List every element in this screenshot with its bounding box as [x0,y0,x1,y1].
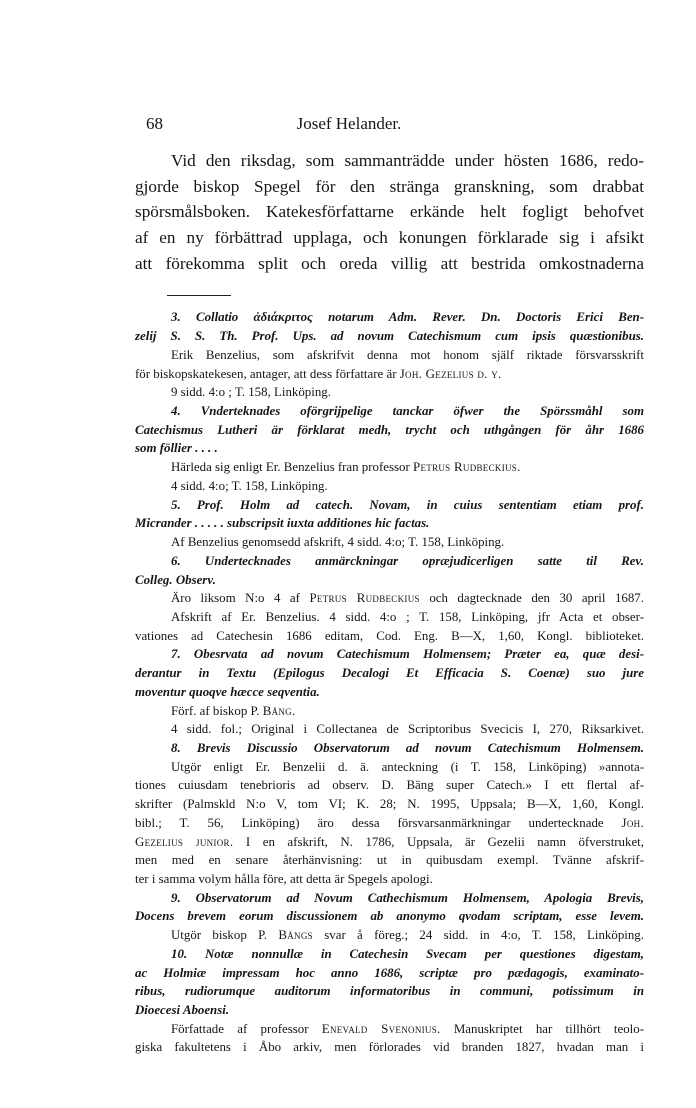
footnote-line [135,795,644,814]
footnote-text: 9. Observatorum ad Novum Cathechismum Holmensem, Apologia Brevis, [171,890,644,905]
footnote-text: Colleg. Observ. [135,572,216,587]
footnote-line [135,926,644,945]
footnote-text: skrifter (Palmskld N:o V, tom VI; K. 28; N. 1995, Uppsala; B—X, 1,60, Kongl. [135,797,644,812]
footnote-line [135,720,644,739]
footnote-text: för biskopskatekesen, antager, att dess författare är [135,366,397,381]
page-header [146,114,552,138]
footnote-line [135,627,644,646]
footnote-text: Afskrift af Er. Benzelius. 4 sidd. 4:o ; T. 158, Linköping, jfr Acta et obser- [171,609,644,624]
footnote-line [135,308,644,327]
footnote-author-name: Bångs [278,928,313,943]
footnote-text: tiones cuiusdam tenebrioris ad observ. D. Bäng super Catech.» I ett flertal af- [135,778,644,793]
footnote-text: 8. Brevis Discussio Observatorum ad novum Catechismum Holmensem. [171,740,644,755]
footnote-separator [167,295,231,296]
footnote-text: Förf. af biskop P. [171,703,260,718]
footnote-author-name: Joh. [621,815,644,830]
footnote-text: derantur in Textu (Epilogus Decalogi Et Efficacia S. Coenæ) suo jure [135,666,644,681]
footnote-text: 6. Undertecknades anmärckningar opræjudicerligen satte til Rev. [171,553,644,568]
footnote-author-name: Petrus Rudbeckius [309,591,420,606]
footnote-text: zelij S. S. Th. Prof. Ups. ad novum Catechismum cum ipsis quæstionibus. [135,329,644,344]
footnote-line [135,571,644,590]
page-number: 68 [146,114,163,133]
footnote-text: 4 sidd. fol.; Original i Collectanea de Scriptoribus Svecicis I, 270, Riksarkivet. [171,722,644,737]
footnote-line [135,1020,644,1039]
footnote-line [135,458,644,477]
footnote-text: 4 sidd. 4:o; T. 158, Linköping. [171,478,328,493]
footnote-text: giska fakultetens i Åbo arkiv, men förlorades vid branden 1827, hvadan man i [135,1040,644,1055]
footnote-text: 3. Collatio ἀδιάκριτος notarum Adm. Rever. Dn. Doctoris Erici Ben- [171,310,644,325]
footnote-text: 5. Prof. Holm ad catech. Novam, in cuius sententiam etiam prof. [171,497,644,512]
footnote-text: moventur quoqve hæcce seqventia. [135,684,320,699]
footnote-text: Docens brevem eorum discussionem ab anonymo qvodam scriptam, esse levem. [135,909,644,924]
footnote-author-name: Gezelius junior. [135,834,234,849]
footnote-line [135,365,644,384]
footnote-line [135,758,644,777]
footnote-line [135,814,644,833]
main-paragraph [135,148,644,276]
footnote-text: Äro liksom N:o 4 af [171,591,300,606]
footnote-text-tail: svar å föreg.; 24 sidd. in 4:o, T. 158, Linköping. [324,928,644,943]
footnote-text: som föllier . . . . [135,441,218,456]
main-text-line: af en ny förbättrad upplaga, och konungen förklarade sig i afsikt [135,228,644,248]
footnote-text: Catechismus Lutheri är förklarat medh, trycht och uthgången för åhr 1686 [135,422,644,437]
main-text-line: spörsmålsboken. Katekesförfattarne erkände helt fogligt behofvet [135,202,644,222]
footnote-text: 9 sidd. 4:o ; T. 158, Linköping. [171,385,331,400]
footnote-line [135,702,644,721]
footnotes [135,308,644,1057]
footnote-line [135,1001,644,1020]
footnote-text: men med en senare återhänvisning: ut in quibusdam exempl. Tvänne afskrif- [135,853,644,868]
footnote-line [135,851,644,870]
footnote-line [135,833,644,852]
footnote-line [135,889,644,908]
footnote-line [135,421,644,440]
footnote-line [135,1038,644,1057]
running-head: Josef Helander. [296,114,402,133]
footnote-text-tail: I en afskrift, N. 1786, Uppsala, är Gezelii namn öfverstruket, [245,834,644,849]
footnote-text: Micrander . . . . . subscripsit iuxta additiones hic factas. [135,516,430,531]
footnote-line [135,533,644,552]
footnote-text: ribus, rudiorumque auditorum informatoribus in communi, potissimum in [135,984,644,999]
footnote-line [135,645,644,664]
main-text-line: gjorde biskop Spegel för den stränga granskning, som drabbat [135,176,644,196]
footnote-author-name: Bång. [262,703,296,718]
footnote-line [135,664,644,683]
footnote-text: ter i samma volym hålla före, att detta är Spegels apologi. [135,872,433,886]
footnote-line [135,383,644,402]
footnote-author-name: Joh. Gezelius d. y. [399,366,502,381]
footnote-text: 7. Obesrvata ad novum Catechismum Holmensem; Præter ea, quæ desi- [171,647,644,662]
footnote-text: Dioecesi Aboensi. [135,1003,230,1018]
footnote-line [135,514,644,533]
main-text-line: Vid den riksdag, som sammanträdde under hösten 1686, redo- [171,151,644,170]
footnote-text: Erik Benzelius, som afskrifvit denna mot honom själf riktade försvarsskrift [171,347,644,362]
footnote-line [135,608,644,627]
footnote-line [135,552,644,571]
footnote-text: Utgör biskop P. [171,928,268,943]
body-text [135,148,644,1057]
footnote-line [135,982,644,1001]
footnote-text: Författade af professor [171,1021,309,1036]
footnote-line [135,870,644,889]
footnote-text: vationes ad Catechesin 1686 editam, Cod. Eng. B—X, 1,60, Kongl. biblioteket. [135,628,644,643]
footnote-text: 4. Vnderteknades oförgrijpelige tanckar öfwer the Spörssmåhl som [171,404,644,419]
footnote-text: ac Holmiæ impressam hoc anno 1686, scriptæ pro pædagogis, examinato- [135,965,644,980]
main-text-line: att förekomma split och oreda villig att bestrida omkostnaderna [135,253,644,273]
footnote-line [135,589,644,608]
footnote-text-tail: Manuskriptet har tillhört teolo- [453,1021,644,1036]
footnote-text: 10. Notæ nonnullæ in Catechesin Svecam per questiones digestam, [171,946,644,961]
footnote-line [135,477,644,496]
footnote-line [135,964,644,983]
footnote-line [135,945,644,964]
footnote-text: bibl.; T. 56, Linköping) äro dessa försvarsanmärkningar undertecknade [135,815,604,830]
footnote-line [135,907,644,926]
footnote-text: Utgör enligt Er. Benzelii d. ä. anteckning (i T. 158, Linköping) »annota- [171,759,644,774]
footnote-author-name: Petrus Rudbeckius. [413,460,521,475]
footnote-line [135,439,644,458]
footnote-text-tail: och dagtecknade den 30 april 1687. [429,591,644,606]
footnote-line [135,739,644,758]
footnote-text: Af Benzelius genomsedd afskrift, 4 sidd. 4:o; T. 158, Linköping. [171,535,505,550]
footnote-line [135,402,644,421]
footnote-line [135,683,644,702]
footnote-line [135,776,644,795]
footnote-text: Härleda sig enligt Er. Benzelius fran professor [171,460,410,475]
footnote-line [135,496,644,515]
footnote-line [135,327,644,346]
footnote-author-name: Enevald Svenonius. [321,1021,441,1036]
footnote-line [135,346,644,365]
